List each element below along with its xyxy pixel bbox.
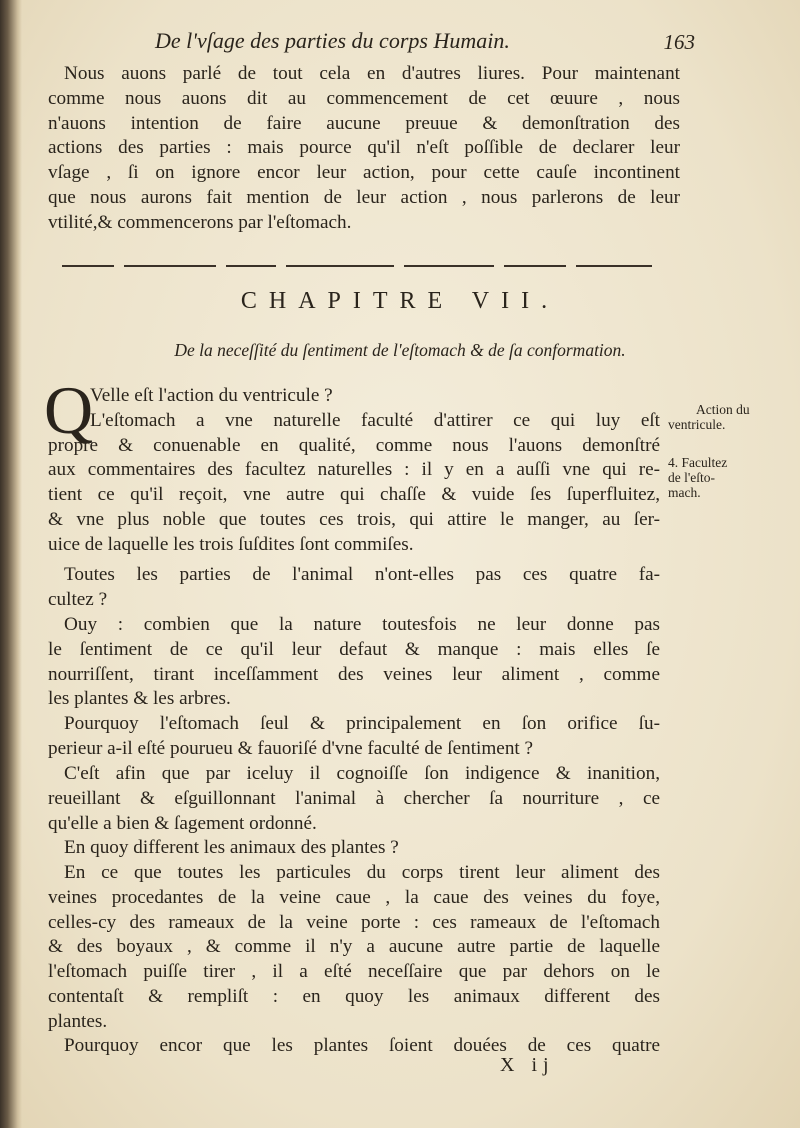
text-line: L'eſtomach a vne naturelle faculté d'attirer ce qui luy eſt (90, 409, 660, 431)
text-line: Velle eſt l'action du ventricule ? (90, 385, 333, 406)
text-line: contentaſt & rempliſt : en quoy les animaux different des (48, 985, 660, 1007)
text-line: comme nous auons dit au commencement de cet œuure , nous (48, 87, 680, 109)
text-line: veines procedantes de la veine caue , la caue des veines du foye, (48, 886, 660, 908)
paragraph (48, 563, 660, 613)
text-line: vſage , ſi on ignore encor leur action, pour cette cauſe incontinent (48, 162, 680, 184)
paragraph (48, 762, 660, 836)
rule-segment (504, 265, 566, 267)
chapter-title: CHAPITRE VII. (240, 288, 560, 314)
paragraph (48, 861, 660, 1035)
text-line: Pourquoy l'eſtomach ſeul & principalement en ſon orifice ſu- (64, 713, 660, 734)
text-line: propre & conuenable en qualité, comme nous l'auons demonſtré (48, 434, 660, 456)
text-line: le ſentiment de ce qu'il leur defaut & manque : mais elles ſe (48, 638, 660, 660)
rule-segment (62, 265, 114, 267)
running-title: De l'vſage des parties du corps Humain. (155, 28, 510, 53)
paragraph (48, 712, 660, 762)
ornamental-rule (62, 262, 652, 270)
text-line: Pourquoy encor que les plantes ſoient douées de ces quatre (64, 1035, 660, 1056)
text-line: uice de laquelle les trois ſuſdites ſont commiſes. (48, 533, 414, 555)
text-line: perieur a-il eſté pourueu & fauoriſé d'vne faculté de ſentiment ? (48, 737, 534, 759)
text-line: qu'elle a bien & ſagement ordonné. (48, 812, 317, 834)
text-line: En ce que toutes les particules du corps tirent leur aliment des (64, 862, 660, 883)
intro-paragraph (48, 62, 680, 236)
rule-segment (576, 265, 652, 267)
text-line: que nous aurons fait mention de leur action , nous parlerons de leur (48, 186, 680, 208)
margin-note (668, 455, 788, 500)
text-line: & des boyaux , & comme il n'y a aucune autre partie de laquelle (48, 936, 660, 958)
text-line: cultez ? (48, 588, 108, 610)
text-line: tient ce qu'il reçoit, vne autre qui chaſſe & vuide ſes ſuperfluitez, (48, 484, 660, 506)
margin-note-line: mach. (668, 485, 701, 500)
rule-segment (286, 265, 394, 267)
text-line: En quoy different les animaux des plantes ? (64, 837, 399, 858)
text-line: nourriſſent, tirant inceſſamment des veines leur aliment , comme (48, 663, 660, 685)
text-line: Toutes les parties de l'animal n'ont-elles pas ces quatre fa- (64, 564, 660, 585)
text-line: l'eſtomach puiſſe tirer , il a eſté neceſſaire que par dehors on le (48, 961, 660, 983)
text-line: aux commentaires des facultez naturelles : il y en a auſſi vne qui re- (48, 459, 660, 481)
margin-note-line: ventricule. (668, 417, 726, 432)
margin-note-line: Action du (696, 402, 750, 417)
text-line: celles-cy des rameaux de la veine porte : ces rameaux de l'eſtomach (48, 911, 660, 933)
paragraph (48, 384, 660, 558)
drop-cap: Q (44, 372, 94, 448)
rule-segment (124, 265, 216, 267)
paragraph (48, 836, 660, 861)
margin-note (668, 402, 788, 432)
text-line: Ouy : combien que la nature toutesfois ne leur donne pas (64, 614, 660, 635)
text-line: plantes. (48, 1010, 108, 1032)
paragraph (48, 1034, 660, 1059)
page-number: 163 (663, 30, 695, 54)
text-line: n'auons intention de faire aucune preuue & demonſtration des (48, 112, 680, 134)
paragraph (48, 613, 660, 712)
binding-gutter (0, 0, 22, 1128)
text-line: vtilité,& commencerons par l'eſtomach. (48, 211, 352, 233)
rule-segment (404, 265, 494, 267)
rule-segment (226, 265, 276, 267)
chapter-subtitle: De la neceſſité du ſentiment de l'eſtomach & de ſa conformation. (174, 340, 626, 360)
margin-note-line: de l'eſto- (668, 470, 716, 485)
text-line: actions des parties : mais pource qu'il n'eſt poſſible de declarer leur (48, 137, 680, 159)
text-line: Nous auons parlé de tout cela en d'autres liures. Pour maintenant (64, 63, 680, 84)
page-header (155, 28, 695, 58)
text-line: les plantes & les arbres. (48, 688, 231, 710)
text-line: reueillant & eſguillonnant l'animal à chercher ſa nourriture , ce (48, 787, 660, 809)
margin-note-line: 4. Facultez (668, 455, 728, 470)
signature-mark: X ij (500, 1054, 555, 1076)
text-line: C'eſt afin que par iceluy il cognoiſſe ſon indigence & inanition, (64, 763, 660, 784)
text-line: & vne plus noble que toutes ces trois, qui attire le manger, au ſer- (48, 508, 660, 530)
